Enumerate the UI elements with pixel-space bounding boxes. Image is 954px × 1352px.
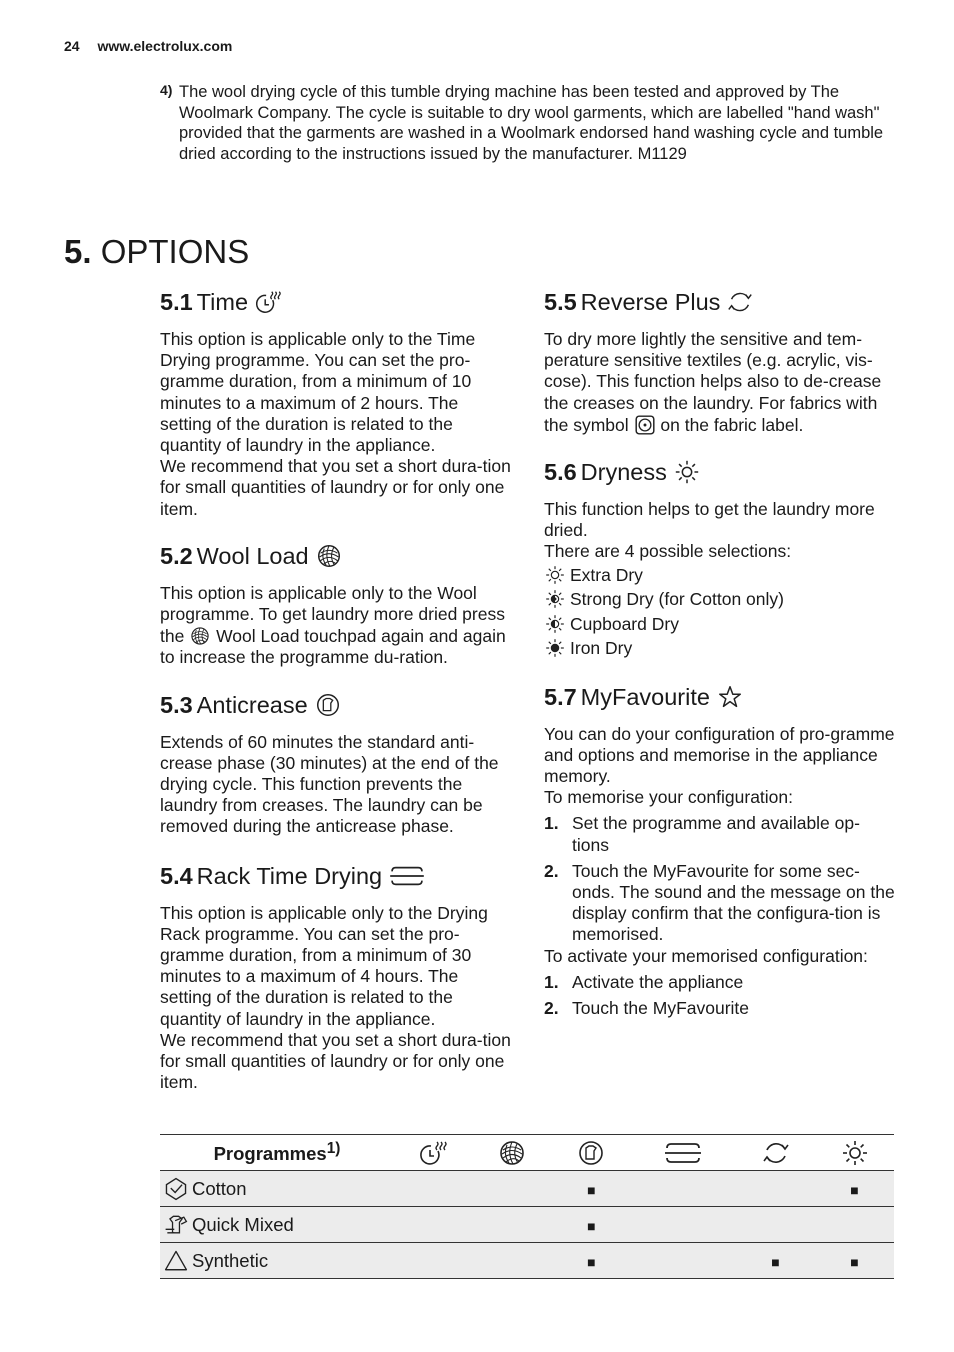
- section-reverse-body: To dry more lightly the sensitive and tem-perature sensitive textiles (e.g. acrylic, vis-cose). This function helps also to de-crease the creases on the laundry. For fabrics with the symbol on the fabric label.: [544, 329, 882, 435]
- column-reverse: [736, 1135, 815, 1171]
- option-cell: [736, 1171, 815, 1207]
- list-item: 1. Set the programme and available op-tions: [544, 813, 860, 855]
- rack-icon: [663, 1138, 703, 1168]
- time-icon: [254, 288, 282, 316]
- page-header: [64, 38, 232, 54]
- table-header-programmes: Programmes$^{1)}$: [160, 1135, 394, 1171]
- section-favourite-body: You can do your configuration of pro-gramme and options and memorise in the appliance memory.: [544, 723, 895, 787]
- activate-steps: [544, 972, 896, 1019]
- chapter-name: OPTIONS: [100, 233, 250, 270]
- section-time-heading: 5.1 Time: [160, 288, 512, 316]
- selection-cupboard-dry: Cupboard Dry: [544, 612, 896, 637]
- section-dryness-body: This function helps to get the laundry more dried.: [544, 499, 875, 541]
- option-cell: [394, 1171, 473, 1207]
- section-anticrease-heading: 5.3 Anticrease: [160, 691, 512, 719]
- section-rack-heading: 5.4 Rack Time Drying: [160, 862, 512, 890]
- section-wool-body: This option is applicable only to the Wool programme. To get laundry more dried press the Wool Load touchpad again and again to increase the programme du-ration.: [160, 582, 506, 668]
- selection-iron-dry: Iron Dry: [544, 636, 896, 661]
- synthetic-icon: [163, 1248, 189, 1274]
- dryness-icon: [840, 1138, 870, 1168]
- programmes-table-wrapper: [160, 1134, 894, 1279]
- column-wool: [473, 1135, 552, 1171]
- wool-icon: [189, 625, 211, 647]
- section-favourite-body-3: To activate your memorised configuration:: [544, 945, 868, 966]
- section-rack-body: This option is applicable only to the Drying Rack programme. You can set the pro-gramme duration, from a minimum of 30 minutes to a maximum of 4 hours. The setting of the duration is related to the quantity of laundry in the appliance.: [160, 902, 488, 1029]
- option-available-mark: ■: [587, 1181, 596, 1198]
- option-available-mark: ■: [850, 1181, 859, 1198]
- table-header-row: [160, 1135, 894, 1171]
- option-cell: [552, 1171, 631, 1207]
- fabric-label-icon: [634, 414, 656, 436]
- cotton-icon: [163, 1176, 189, 1202]
- option-cell: [473, 1207, 552, 1243]
- selection-strong-dry: Strong Dry (for Cotton only): [544, 587, 896, 612]
- section-rack-body-2: We recommend that you set a short dura-tion for small quantities of laundry or for only one item.: [160, 1029, 511, 1093]
- section-favourite-heading: 5.7 MyFavourite: [544, 683, 896, 711]
- rack-icon: [388, 862, 426, 890]
- star-icon: [716, 683, 744, 711]
- anticrease-icon: [576, 1138, 606, 1168]
- reverse-icon: [726, 288, 754, 316]
- section-dryness-body-2: There are 4 possible selections:: [544, 541, 792, 562]
- column-anticrease: [552, 1135, 631, 1171]
- option-cell: [815, 1171, 894, 1207]
- column-rack: [631, 1135, 736, 1171]
- strong-dry-icon: [544, 588, 566, 610]
- website[interactable]: www.electrolux.com: [97, 38, 233, 54]
- section-reverse-heading: 5.5 Reverse Plus: [544, 288, 896, 316]
- extra-dry-icon: [544, 564, 566, 586]
- option-cell: [631, 1207, 736, 1243]
- iron-dry-icon: [544, 637, 566, 659]
- option-available-mark: ■: [771, 1253, 780, 1270]
- reverse-icon: [761, 1138, 791, 1168]
- option-available-mark: ■: [850, 1253, 859, 1270]
- wool-icon: [497, 1138, 527, 1168]
- table-row: [160, 1207, 894, 1243]
- section-anticrease-body: Extends of 60 minutes the standard anti-crease phase (30 minutes) at the end of the drying cycle. This function prevents the laundry from creases. The laundry can be removed during the anticrease phase.: [160, 731, 499, 837]
- programmes-table: [160, 1134, 894, 1279]
- chapter-number: 5.: [64, 233, 92, 270]
- option-cell: [473, 1171, 552, 1207]
- footnote: [160, 82, 900, 164]
- right-column: [544, 288, 896, 1019]
- left-column: [160, 288, 512, 1093]
- option-available-mark: ■: [587, 1253, 596, 1270]
- option-cell: [736, 1207, 815, 1243]
- programme-name: Cotton: [192, 1177, 247, 1199]
- dryness-icon: [673, 458, 701, 486]
- column-dryness: [815, 1135, 894, 1171]
- column-time: [394, 1135, 473, 1171]
- list-item: 2. Touch the MyFavourite: [544, 998, 750, 1019]
- programme-cell: [160, 1171, 394, 1207]
- wool-icon: [315, 542, 343, 570]
- programme-name: Quick Mixed: [192, 1213, 294, 1235]
- option-cell: [394, 1207, 473, 1243]
- option-cell: [473, 1243, 552, 1279]
- option-cell: [552, 1243, 631, 1279]
- table-row: [160, 1171, 894, 1207]
- option-cell: [815, 1243, 894, 1279]
- footnote-text: The wool drying cycle of this tumble drying machine has been tested and approved by The Woolmark Company. The cycle is suitable to dry wool garments, which are labelled "hand wash" provided that the garments are washed in a Woolmark endorsed hand washing cycle and tumble dried according to the instructions issued by the manufacturer. M1129: [179, 83, 884, 163]
- list-item: 1. Activate the appliance: [544, 971, 744, 992]
- memorise-steps: [544, 813, 896, 945]
- section-wool-heading: 5.2 Wool Load: [160, 542, 512, 570]
- option-cell: [394, 1243, 473, 1279]
- selection-extra-dry: Extra Dry: [544, 563, 896, 588]
- footnote-marker: 4): [160, 82, 173, 98]
- cupboard-dry-icon: [544, 613, 566, 635]
- quick-mixed-icon: [163, 1212, 189, 1238]
- option-available-mark: ■: [587, 1217, 596, 1234]
- table-row: [160, 1243, 894, 1279]
- time-icon: [418, 1138, 448, 1168]
- list-item: 2. Touch the MyFavourite for some sec-onds. The sound and the message on the display confirm that the configura-tion is memorised.: [544, 860, 895, 945]
- option-cell: [631, 1171, 736, 1207]
- chapter-title: [64, 233, 249, 271]
- page-number: 24: [64, 38, 80, 54]
- programme-cell: [160, 1243, 394, 1279]
- anticrease-icon: [314, 691, 342, 719]
- option-cell: [815, 1207, 894, 1243]
- option-cell: [736, 1243, 815, 1279]
- section-time-body-2: We recommend that you set a short dura-tion for small quantities of laundry or for only one item.: [160, 456, 511, 519]
- programme-name: Synthetic: [192, 1249, 269, 1271]
- option-cell: [552, 1207, 631, 1243]
- section-dryness-heading: 5.6 Dryness: [544, 458, 896, 486]
- programme-cell: [160, 1207, 394, 1243]
- section-favourite-body-2: To memorise your configuration:: [544, 787, 793, 808]
- section-time-body: This option is applicable only to the Time Drying programme. You can set the pro-gramme duration, from a minimum of 10 minutes to a maximum of 2 hours. The setting of the duration is related to the quantity of laundry in the appliance.: [160, 329, 476, 456]
- option-cell: [631, 1243, 736, 1279]
